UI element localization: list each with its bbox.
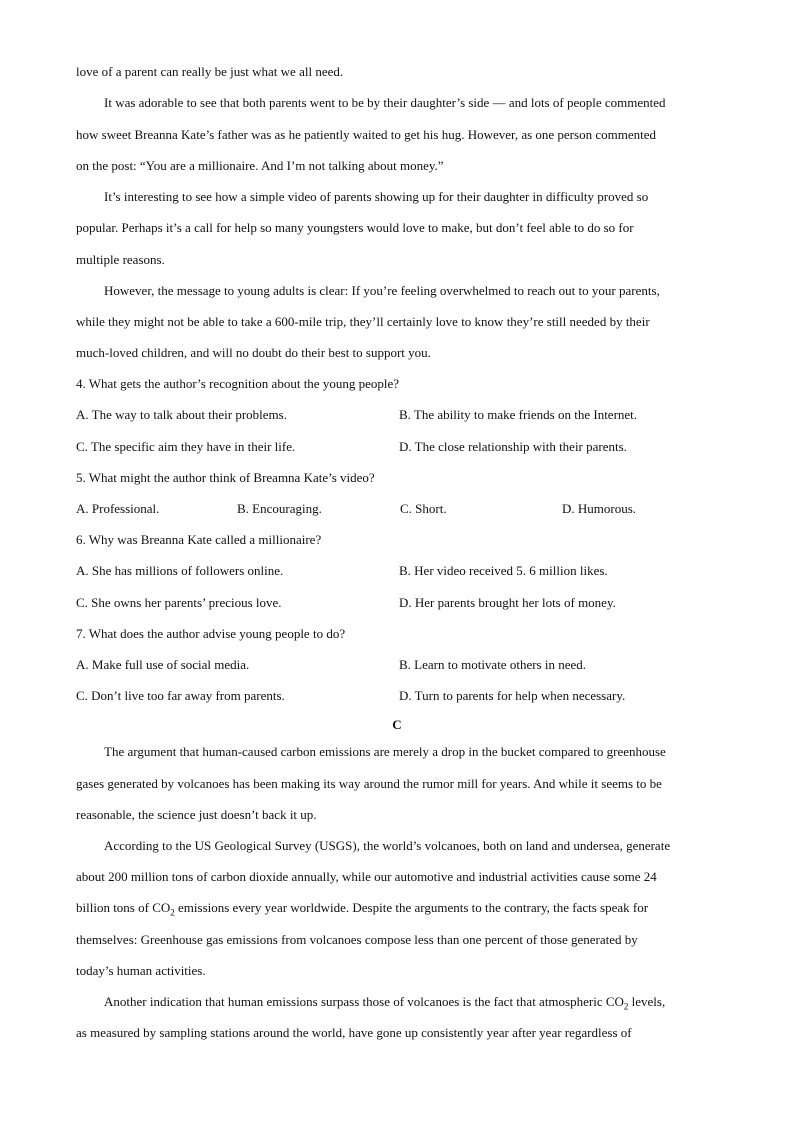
paragraph-line: According to the US Geological Survey (USGS), the world’s volcanoes, both on land and undersea, generate: [104, 838, 671, 853]
paragraph-line: today’s human activities.: [76, 963, 206, 978]
paragraph-line: themselves: Greenhouse gas emissions from volcanoes compose less than one percent of those generated by: [76, 932, 638, 947]
q5-option-a: A. Professional.: [76, 501, 160, 516]
q7-option-a: A. Make full use of social media.: [76, 657, 250, 672]
section-heading: C: [392, 717, 402, 732]
text-run: emissions every year worldwide. Despite the arguments to the contrary, the facts speak for: [174, 900, 649, 915]
q6-option-b: B. Her video received 5. 6 million likes.: [399, 563, 608, 578]
text-run: levels,: [628, 994, 666, 1009]
q5-option-c: C. Short.: [400, 501, 447, 516]
q7-option-c: C. Don’t live too far away from parents.: [76, 688, 285, 703]
paragraph-line: However, the message to young adults is clear: If you’re feeling overwhelmed to reach out to your parents,: [104, 283, 660, 298]
q7-option-b: B. Learn to motivate others in need.: [399, 657, 587, 672]
q6-option-c: C. She owns her parents’ precious love.: [76, 595, 282, 610]
paragraph-line: on the post: “You are a millionaire. And I’m not talking about money.”: [76, 158, 444, 173]
paragraph-line: gases generated by volcanoes has been making its way around the rumor mill for years. And while it seems to be: [76, 776, 662, 791]
paragraph-line: It’s interesting to see how a simple video of parents showing up for their daughter in difficulty proved so: [104, 189, 649, 204]
paragraph-line: [76, 900, 648, 916]
question-4-stem: 4. What gets the author’s recognition about the young people?: [76, 376, 399, 391]
q7-option-d: D. Turn to parents for help when necessary.: [399, 688, 626, 703]
q5-option-d: D. Humorous.: [562, 501, 637, 516]
q6-option-a: A. She has millions of followers online.: [76, 563, 284, 578]
q4-option-a: A. The way to talk about their problems.: [76, 407, 287, 422]
paragraph-line: [104, 994, 665, 1010]
paragraph-line: The argument that human-caused carbon emissions are merely a drop in the bucket compared to greenhouse: [104, 744, 666, 759]
q5-option-b: B. Encouraging.: [237, 501, 322, 516]
subscript: 2: [623, 1001, 629, 1012]
paragraph-line: It was adorable to see that both parents went to be by their daughter’s side — and lots of people commented: [104, 95, 666, 110]
q6-option-d: D. Her parents brought her lots of money.: [399, 595, 616, 610]
paragraph-line: about 200 million tons of carbon dioxide annually, while our automotive and industrial activities cause some 24: [76, 869, 657, 884]
subscript: 2: [170, 907, 175, 918]
q4-option-b: B. The ability to make friends on the Internet.: [399, 407, 638, 422]
text-run: Another indication that human emissions surpass those of volcanoes is the fact that atmospheric CO: [104, 994, 624, 1009]
paragraph-line: much-loved children, and will no doubt do their best to support you.: [76, 345, 431, 360]
paragraph-line: how sweet Breanna Kate’s father was as he patiently waited to get his hug. However, as one person commented: [76, 127, 656, 142]
question-5-stem: 5. What might the author think of Breamna Kate’s video?: [76, 470, 375, 485]
paragraph-line: love of a parent can really be just what we all need.: [76, 64, 344, 79]
paragraph-line: as measured by sampling stations around the world, have gone up consistently year after year regardless of: [76, 1025, 632, 1040]
q4-option-d: D. The close relationship with their parents.: [399, 439, 627, 454]
paragraph-line: while they might not be able to take a 600-mile trip, they’ll certainly love to know they’re still needed by their: [76, 314, 650, 329]
text-run: billion tons of CO: [76, 900, 171, 915]
q4-option-c: C. The specific aim they have in their life.: [76, 439, 296, 454]
question-6-stem: 6. Why was Breanna Kate called a millionaire?: [76, 532, 322, 547]
question-7-stem: 7. What does the author advise young people to do?: [76, 626, 346, 641]
paragraph-line: popular. Perhaps it’s a call for help so many youngsters would love to make, but don’t feel able to do so for: [76, 220, 634, 235]
paragraph-line: reasonable, the science just doesn’t back it up.: [76, 807, 317, 822]
paragraph-line: multiple reasons.: [76, 252, 165, 267]
